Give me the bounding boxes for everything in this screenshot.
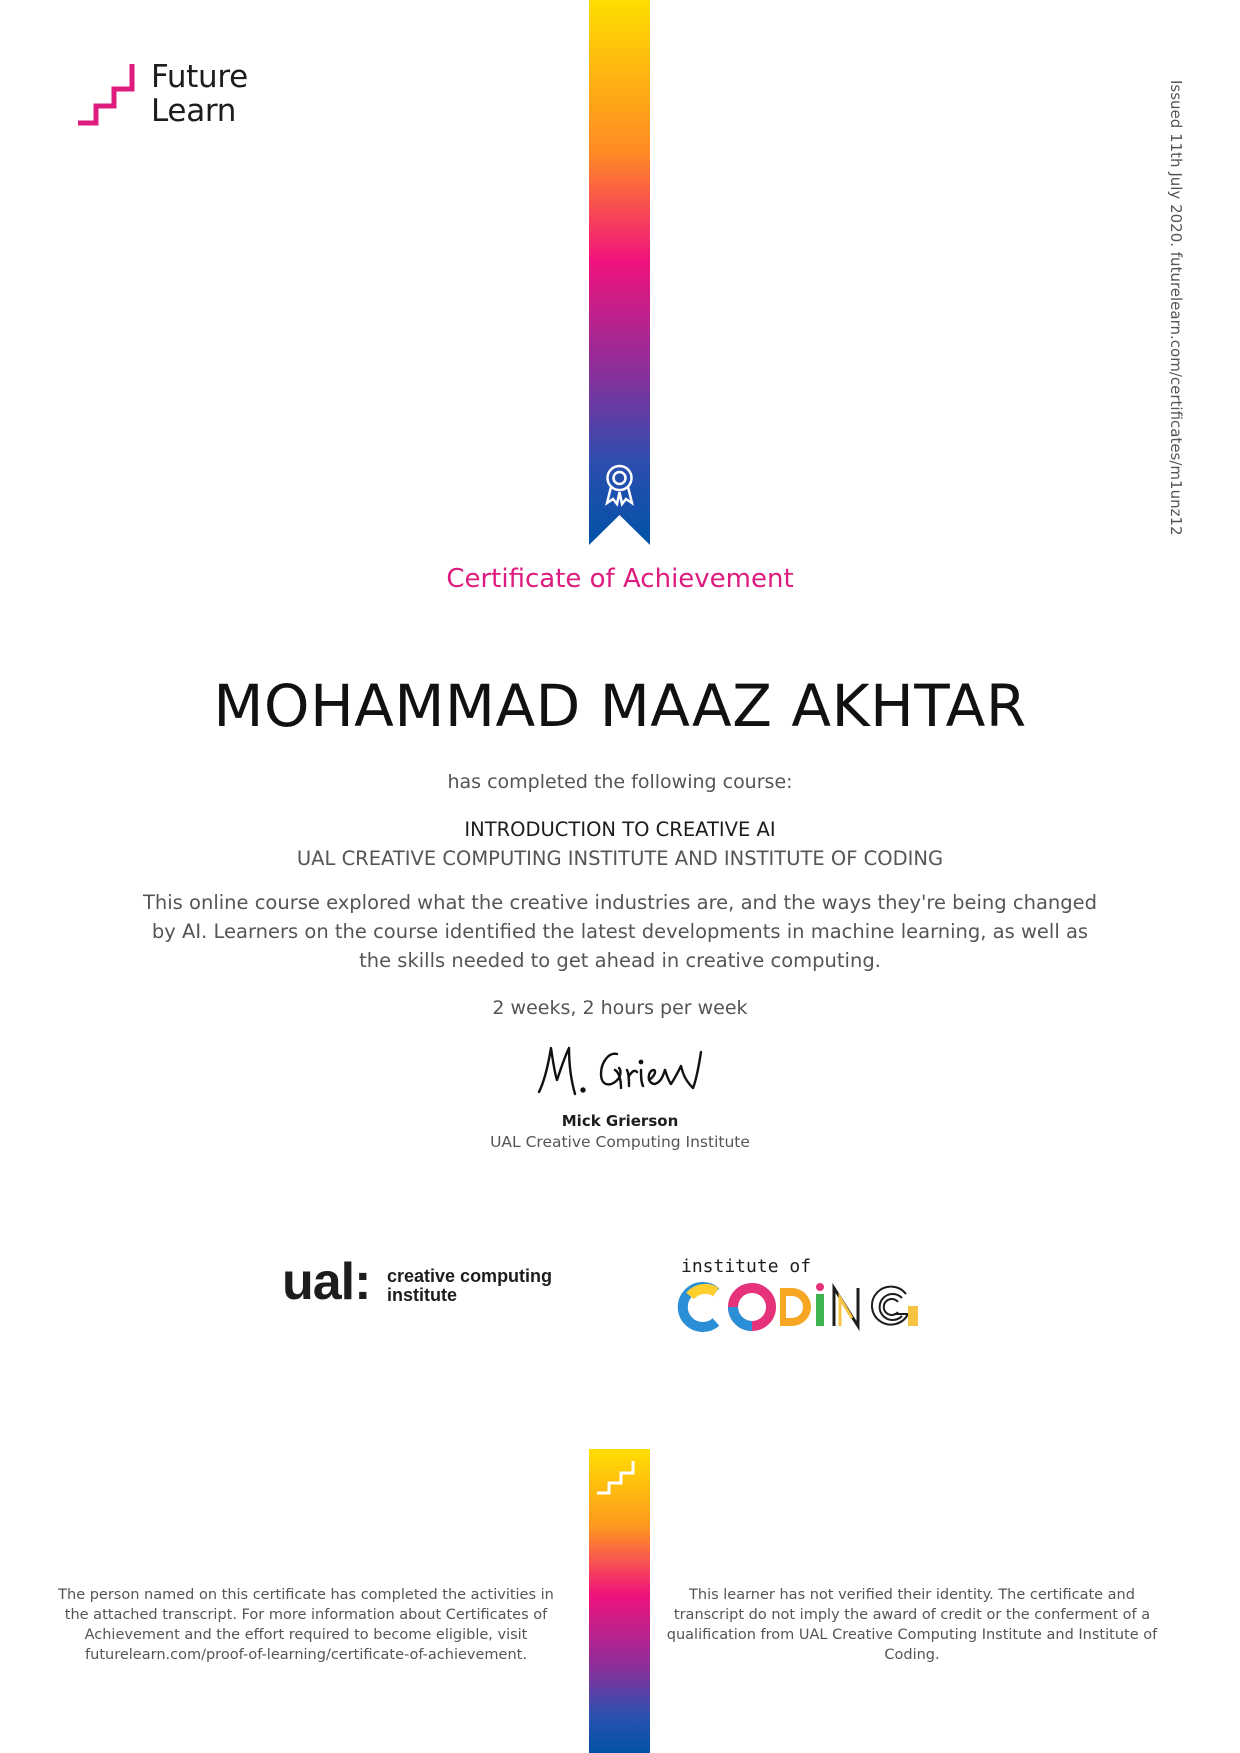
ribbon-top	[589, 0, 650, 545]
ribbon-bottom	[589, 1449, 650, 1753]
issued-note: Issued 11th July 2020. futurelearn.com/certificates/m1unz12	[1167, 80, 1185, 536]
ioc-top-text: institute of	[681, 1256, 812, 1277]
ual-cci-logo	[282, 1253, 572, 1318]
course-duration: 2 weeks, 2 hours per week	[492, 997, 748, 1019]
signatory-name: Mick Grierson	[561, 1112, 679, 1130]
institute-of-coding-logo	[676, 1254, 956, 1334]
course-organisation: UAL CREATIVE COMPUTING INSTITUTE AND INSTITUTE OF CODING	[296, 847, 944, 870]
logo-word-future: Future	[151, 59, 248, 95]
signatory-organisation: UAL Creative Computing Institute	[490, 1133, 750, 1151]
course-title: INTRODUCTION TO CREATIVE AI	[464, 818, 776, 841]
footer-right-note: This learner has not verified their identity. The certificate and transcript do not imply the award of credit or the conferment of a qualification from UAL Creative Computing Institute and Institute of Coding.	[666, 1587, 1158, 1663]
ual-text-line2: institute	[387, 1285, 457, 1305]
futurelearn-stairs-icon	[76, 62, 142, 128]
signature	[535, 1040, 705, 1102]
ual-mark: ual:	[282, 1253, 371, 1311]
logo-word-learn: Learn	[151, 93, 237, 129]
ioc-coding-wordmark	[676, 1282, 956, 1334]
footer-left-note: The person named on this certificate has completed the activities in the attached transcript. For more information about Certificates of Achievement and the effort required to become eligible, visit futurelearn.com/proof-of-learning/certificate-of-achievement.	[58, 1587, 554, 1663]
learner-name: MOHAMMAD MAAZ AKHTAR	[213, 672, 1027, 740]
futurelearn-stairs-icon	[589, 1449, 650, 1509]
ual-text-line1: creative computing	[387, 1266, 553, 1286]
completed-text: has completed the following course:	[447, 771, 793, 793]
futurelearn-logo	[76, 60, 276, 130]
course-description: This online course explored what the creative industries are, and the ways they're being changed by AI. Learners on the course identified the latest developments in machine learning, as well as the skills needed to get ahead in creative computing.	[142, 891, 1098, 972]
certificate-title: Certificate of Achievement	[446, 564, 794, 594]
